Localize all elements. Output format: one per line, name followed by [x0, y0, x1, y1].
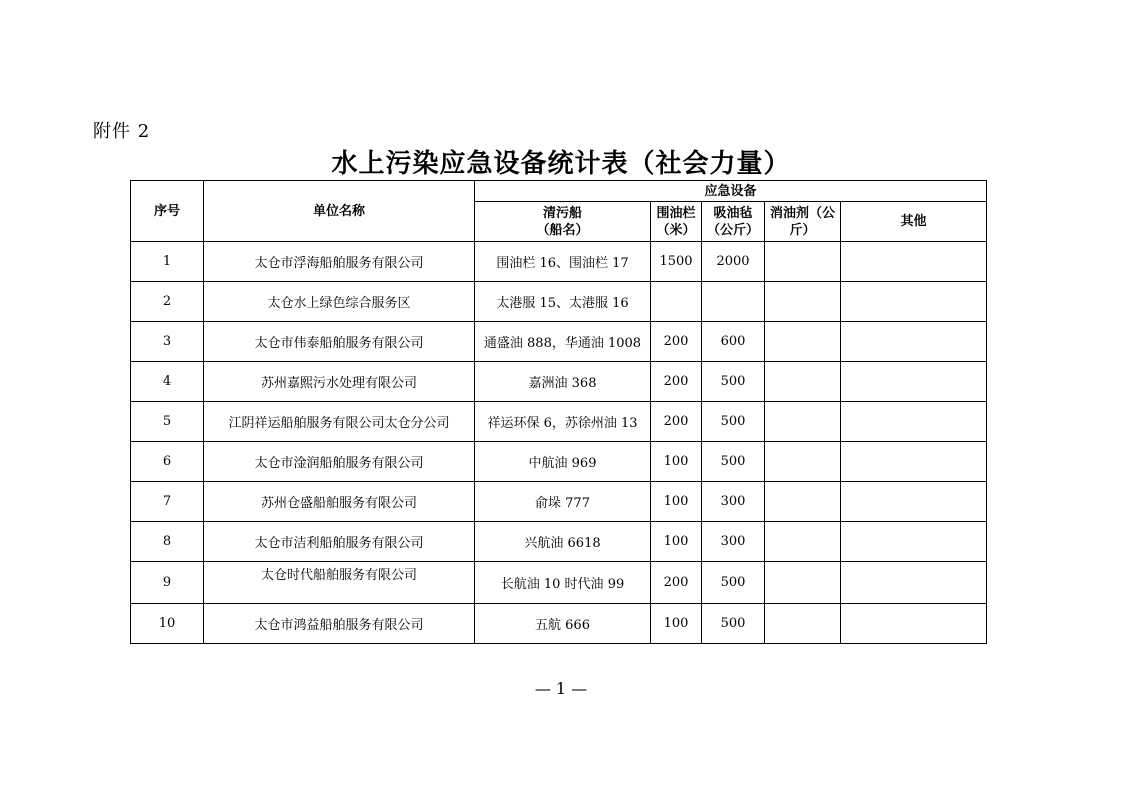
- table-row: [131, 604, 987, 644]
- equipment-table: [130, 180, 987, 644]
- cell-other: [841, 482, 987, 522]
- cell-felt: [702, 282, 765, 322]
- cell-unit: 太仓市淦润船舶服务有限公司: [204, 442, 475, 482]
- header-equipment-group: 应急设备: [475, 181, 987, 202]
- table-row: [131, 282, 987, 322]
- table-row: [131, 242, 987, 282]
- cell-dispersant: [765, 442, 841, 482]
- header-felt: 吸油毡 （公斤）: [702, 202, 765, 242]
- header-index: 序号: [131, 181, 204, 242]
- cell-dispersant: [765, 604, 841, 644]
- cell-index: 7: [131, 482, 204, 522]
- cell-other: [841, 604, 987, 644]
- cell-boat: 俞垛 777: [475, 482, 651, 522]
- cell-unit: 太仓市洁利船舶服务有限公司: [204, 522, 475, 562]
- cell-unit: 苏州嘉熙污水处理有限公司: [204, 362, 475, 402]
- cell-boat: 通盛油 888，华通油 1008: [475, 322, 651, 362]
- cell-other: [841, 322, 987, 362]
- cell-unit: 太仓时代船舶服务有限公司: [204, 562, 475, 604]
- attachment-label: 附件 2: [93, 121, 151, 142]
- cell-boat: 兴航油 6618: [475, 522, 651, 562]
- cell-other: [841, 402, 987, 442]
- cell-other: [841, 282, 987, 322]
- cell-boat: 嘉洲油 368: [475, 362, 651, 402]
- cell-dispersant: [765, 562, 841, 604]
- cell-dispersant: [765, 362, 841, 402]
- cell-other: [841, 242, 987, 282]
- header-boom: 围油栏 （米）: [651, 202, 702, 242]
- table-row: [131, 322, 987, 362]
- cell-index: 3: [131, 322, 204, 362]
- cell-felt: 500: [702, 362, 765, 402]
- cell-index: 9: [131, 562, 204, 604]
- cell-boom: 200: [651, 402, 702, 442]
- cell-felt: 2000: [702, 242, 765, 282]
- cell-dispersant: [765, 482, 841, 522]
- cell-unit: 太仓水上绿色综合服务区: [204, 282, 475, 322]
- table-row: [131, 562, 987, 604]
- cell-boat: 太港服 15、太港服 16: [475, 282, 651, 322]
- cell-other: [841, 562, 987, 604]
- cell-other: [841, 522, 987, 562]
- cell-index: 1: [131, 242, 204, 282]
- header-unit-name: 单位名称: [204, 181, 475, 242]
- table-row: [131, 482, 987, 522]
- cell-felt: 500: [702, 604, 765, 644]
- cell-boat: 五航 666: [475, 604, 651, 644]
- cell-felt: 300: [702, 522, 765, 562]
- cell-unit: 太仓市伟泰船舶服务有限公司: [204, 322, 475, 362]
- cell-dispersant: [765, 322, 841, 362]
- cell-boat: 围油栏 16、围油栏 17: [475, 242, 651, 282]
- cell-boom: 1500: [651, 242, 702, 282]
- cell-boom: 100: [651, 482, 702, 522]
- cell-unit: 苏州仓盛船舶服务有限公司: [204, 482, 475, 522]
- cell-index: 4: [131, 362, 204, 402]
- page-number: — 1 —: [534, 679, 588, 698]
- cell-index: 6: [131, 442, 204, 482]
- cell-felt: 500: [702, 562, 765, 604]
- cell-dispersant: [765, 242, 841, 282]
- cell-boat: 中航油 969: [475, 442, 651, 482]
- cell-boom: 200: [651, 322, 702, 362]
- cell-dispersant: [765, 282, 841, 322]
- header-other: 其他: [841, 202, 987, 242]
- cell-other: [841, 442, 987, 482]
- cell-boom: 100: [651, 522, 702, 562]
- cell-other: [841, 362, 987, 402]
- cell-felt: 500: [702, 442, 765, 482]
- cell-boat: 长航油 10 时代油 99: [475, 562, 651, 604]
- cell-index: 2: [131, 282, 204, 322]
- cell-dispersant: [765, 522, 841, 562]
- table-row: [131, 442, 987, 482]
- cell-felt: 600: [702, 322, 765, 362]
- cell-boom: 200: [651, 562, 702, 604]
- cell-index: 8: [131, 522, 204, 562]
- cell-felt: 500: [702, 402, 765, 442]
- cell-boom: 100: [651, 604, 702, 644]
- cell-dispersant: [765, 402, 841, 442]
- header-boat: 清污船 （船名）: [475, 202, 651, 242]
- cell-boat: 祥运环保 6，苏徐州油 13: [475, 402, 651, 442]
- cell-unit: 太仓市鸿益船舶服务有限公司: [204, 604, 475, 644]
- table-row: [131, 402, 987, 442]
- document-title: 水上污染应急设备统计表（社会力量）: [331, 149, 791, 179]
- table-row: [131, 522, 987, 562]
- cell-unit: 太仓市浮海船舶服务有限公司: [204, 242, 475, 282]
- cell-boom: 100: [651, 442, 702, 482]
- cell-boom: [651, 282, 702, 322]
- table-row: [131, 362, 987, 402]
- cell-felt: 300: [702, 482, 765, 522]
- header-dispersant: 消油剂（公 斤）: [765, 202, 841, 242]
- cell-index: 10: [131, 604, 204, 644]
- cell-index: 5: [131, 402, 204, 442]
- cell-boom: 200: [651, 362, 702, 402]
- cell-unit: 江阴祥运船舶服务有限公司太仓分公司: [204, 402, 475, 442]
